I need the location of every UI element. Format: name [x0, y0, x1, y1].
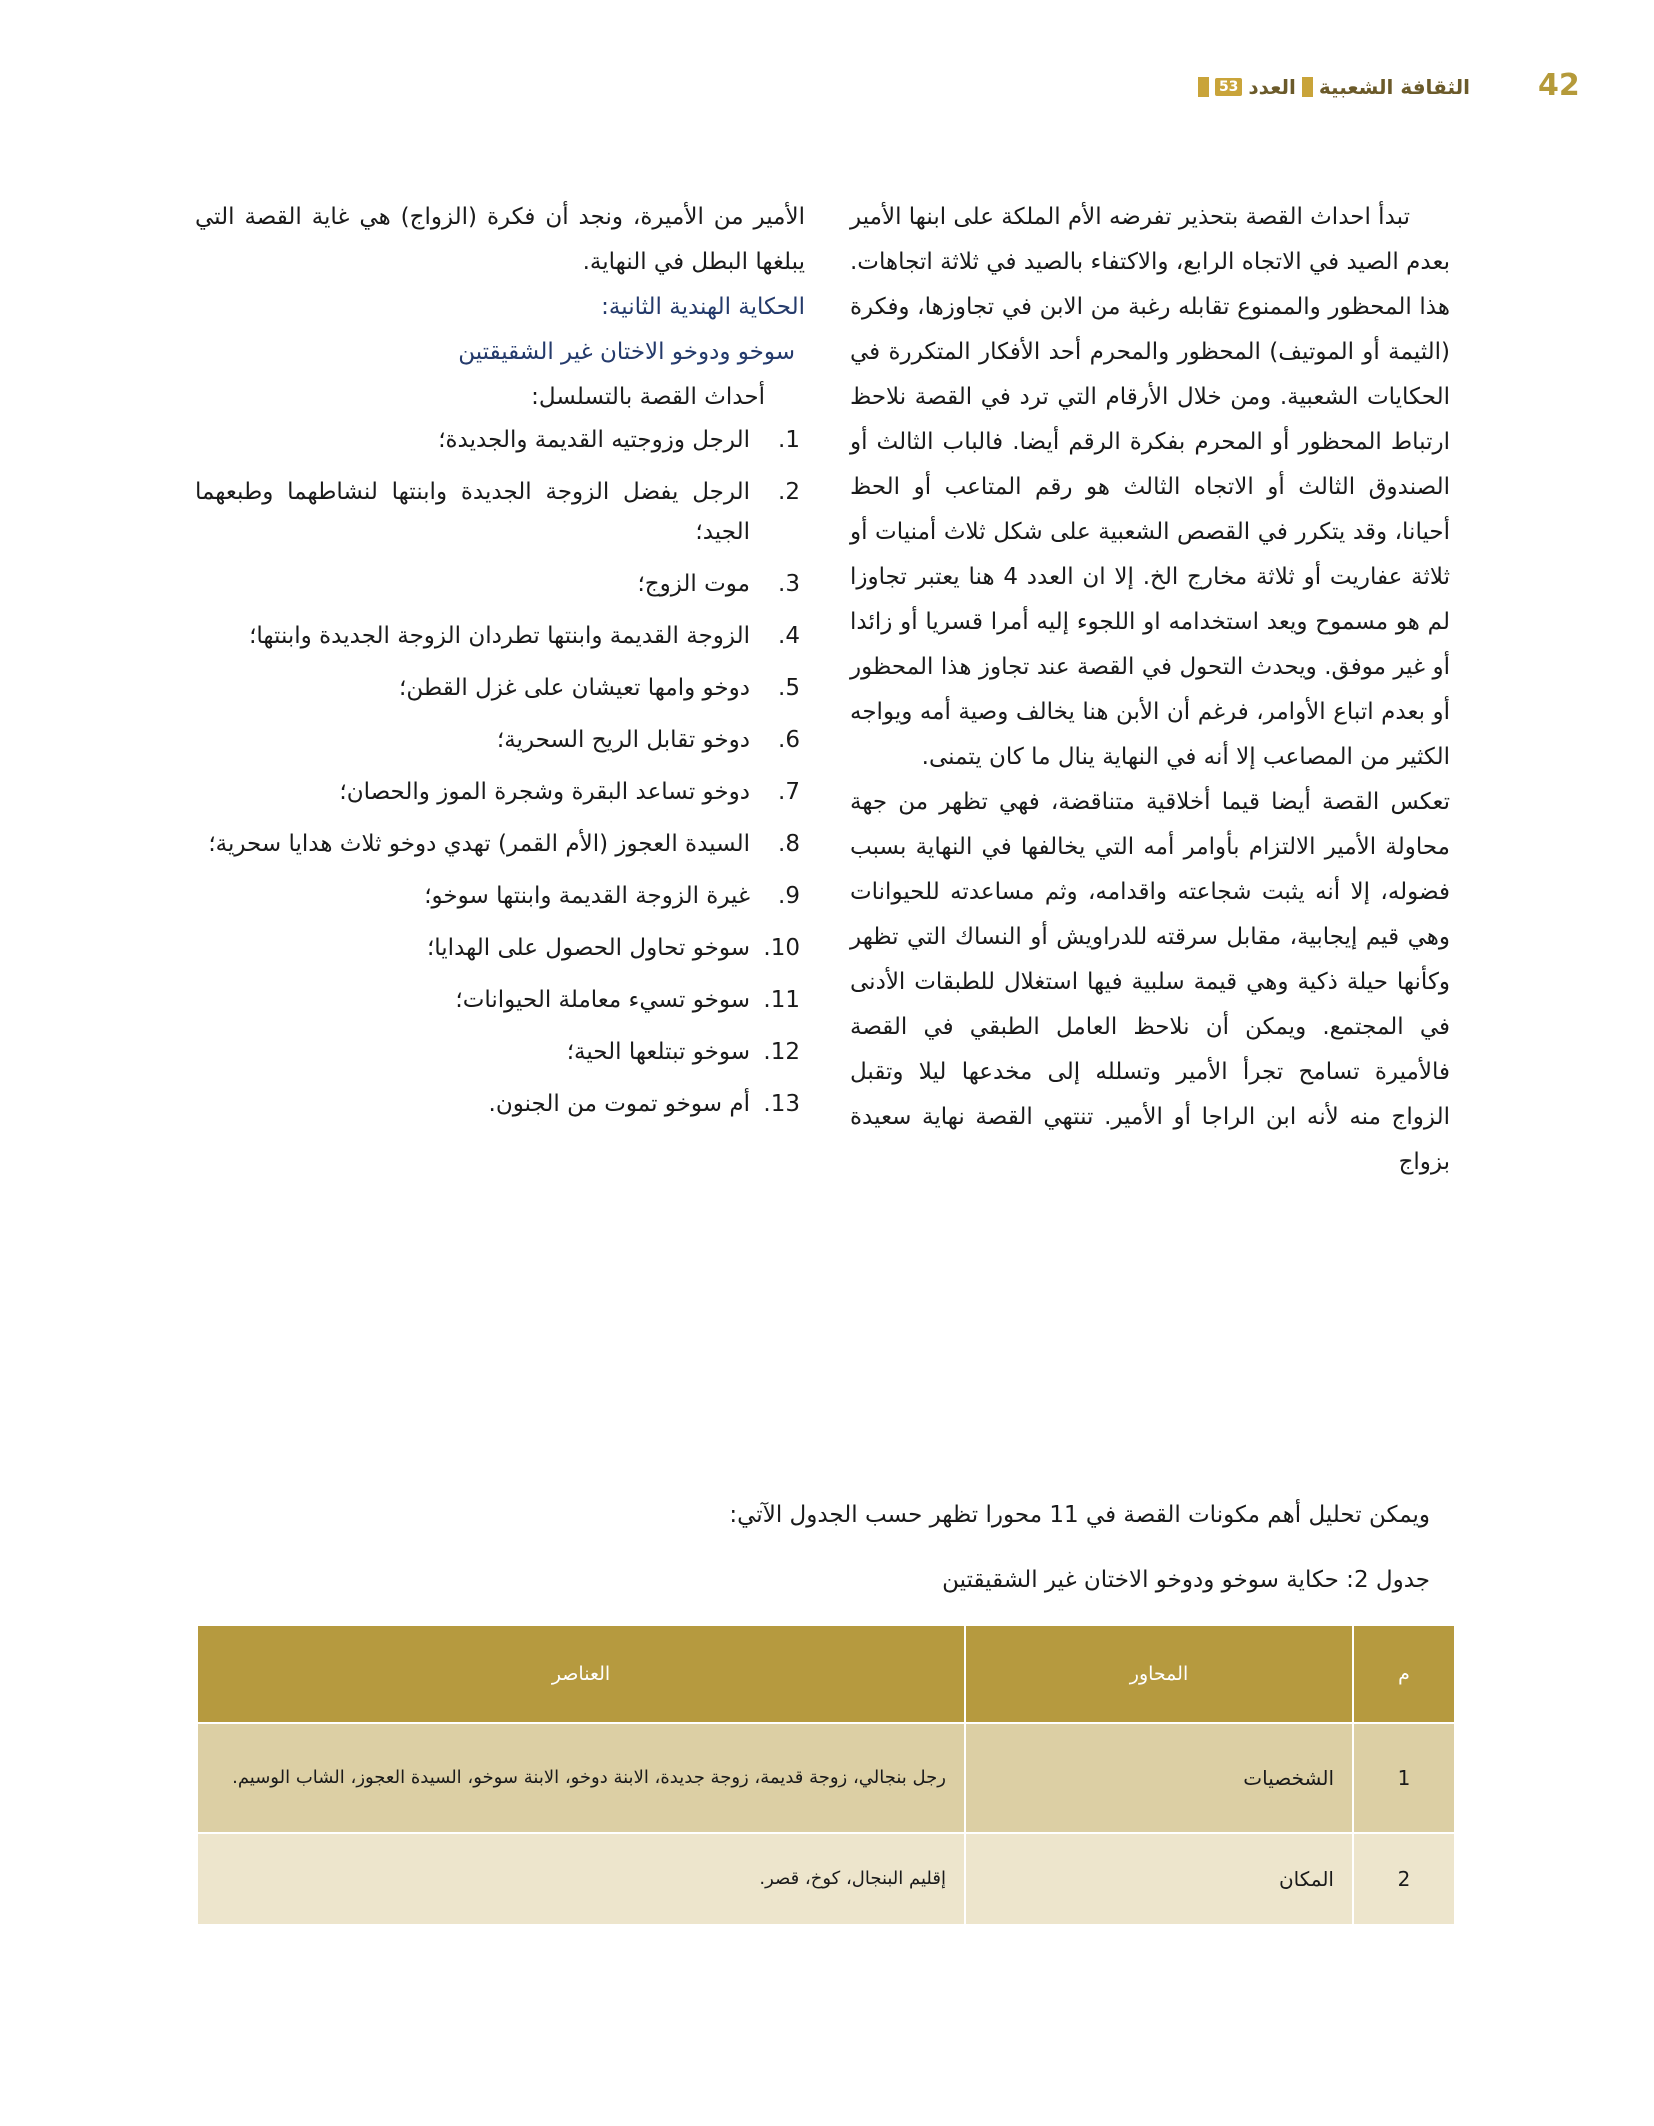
item-text: سوخو تبتلعها الحية؛	[566, 1039, 750, 1065]
table-caption: جدول 2: حكاية سوخو ودوخو الاختان غير الشقيقتين	[942, 1567, 1430, 1593]
item-text: دوخو تساعد البقرة وشجرة الموز والحصان؛	[339, 779, 750, 805]
list-item	[195, 1084, 805, 1124]
item-text: السيدة العجوز (الأم القمر) تهدي دوخو ثلاث هدايا سحرية؛	[208, 831, 750, 857]
item-number: 5.	[778, 675, 800, 701]
cell-number: 1	[1353, 1723, 1454, 1833]
item-text: أم سوخو تموت من الجنون.	[488, 1091, 750, 1117]
item-number: 2.	[778, 479, 800, 505]
list-item	[195, 420, 805, 460]
item-number: 12.	[763, 1039, 800, 1065]
events-list	[195, 420, 805, 1124]
header-cell-axis: المحاور	[965, 1626, 1353, 1723]
item-text: دوخو وامها تعيشان على غزل القطن؛	[399, 675, 750, 701]
item-text: سوخو تسيء معاملة الحيوانات؛	[455, 987, 750, 1013]
cell-axis: المكان	[965, 1833, 1353, 1924]
item-text: موت الزوج؛	[637, 571, 750, 597]
header-cell-elements: العناصر	[198, 1626, 965, 1723]
paragraph: تعكس القصة أيضا قيما أخلاقية متناقضة، فهي تظهر من جهة محاولة الأمير الالتزام بأوامر أمه التي يخالفها في النهاية بسبب فضوله، إلا أنه يثبت شجاعته واقدامه، وثم مساعدته للحيوانات وهي قيم إيجابية، مقابل سرقته للدراويش أو النساك التي تظهر وكأنها حيلة ذكية وهي قيمة سلبية فيها استغلال للطبقات الأدنى في المجتمع. ويمكن أن نلاحظ العامل الطبقي في القصة فالأميرة تسامح تجرأ الأمير وتسلله إلى مخدعها ليلا وتقبل الزواج منه لأنه ابن الراجا أو الأمير. تنتهي القصة نهاية سعيدة بزواج	[850, 789, 1450, 1175]
item-number: 3.	[778, 571, 800, 597]
item-text: سوخو تحاول الحصول على الهدايا؛	[426, 935, 750, 961]
list-item	[195, 824, 805, 864]
events-title: أحداث القصة بالتسلسل:	[531, 384, 765, 410]
item-number: 9.	[778, 883, 800, 909]
running-header	[1170, 72, 1470, 102]
item-number: 10.	[763, 935, 800, 961]
list-item	[195, 1032, 805, 1072]
list-item	[195, 616, 805, 656]
list-item	[195, 980, 805, 1020]
item-number: 7.	[778, 779, 800, 805]
header-cell-number: م	[1353, 1626, 1454, 1723]
list-item	[195, 772, 805, 812]
issue-number: 53	[1215, 78, 1242, 96]
item-number: 6.	[778, 727, 800, 753]
paragraph: تبدأ احداث القصة بتحذير تفرضه الأم الملكة على ابنها الأمير بعدم الصيد في الاتجاه الرابع، والاكتفاء بالصيد في ثلاثة اتجاهات. هذا المحظور والممنوع تقابله رغبة من الابن في تجاوزها، وفكرة (الثيمة أو الموتيف) المحظور والمحرم أحد الأفكار المتكررة في الحكايات الشعبية. ومن خلال الأرقام التي ترد في القصة نلاحظ ارتباط المحظور أو المحرم بفكرة الرقم أيضا. فالباب الثالث أو الصندوق الثالث أو الاتجاه الثالث هو رقم المتاعب أو الحظ أحيانا، وقد يتكرر في القصص الشعبية على شكل ثلاث أمنيات أو ثلاثة عفاريت أو ثلاثة مخارج الخ. إلا ان العدد 4 هنا يعتبر تجاوزا لم هو مسموح ويعد استخدامه او اللجوء إليه أمرا قسريا أو زائدا أو غير موفق. ويحدث التحول في القصة عند تجاوز هذا المحظور أو بعدم اتباع الأوامر، فرغم أن الأبن هنا يخالف وصية أمه ويواجه الكثير من المصاعب إلا أنه في النهاية ينال ما كان يتمنى.	[850, 204, 1450, 770]
cell-elements: رجل بنجالي، زوجة قديمة، زوجة جديدة، الابنة دوخو، الابنة سوخو، السيدة العجوز، الشاب الوسيم.	[198, 1723, 965, 1833]
item-text: الرجل وزوجتيه القديمة والجديدة؛	[438, 427, 750, 453]
list-item	[195, 928, 805, 968]
item-number: 13.	[763, 1091, 800, 1117]
list-item	[195, 876, 805, 916]
item-text: دوخو تقابل الريح السحرية؛	[496, 727, 750, 753]
list-item	[195, 668, 805, 708]
right-column	[850, 195, 1450, 1185]
square-marker-icon	[1198, 77, 1209, 97]
item-number: 4.	[778, 623, 800, 649]
magazine-title: الثقافة الشعبية	[1318, 75, 1470, 99]
intro-paragraph: الأمير من الأميرة، ونجد أن فكرة (الزواج) هي غاية القصة التي يبلغها البطل في النهاية.	[195, 204, 805, 275]
page-number: 42	[1538, 68, 1580, 103]
table-header-row	[198, 1626, 1454, 1723]
analysis-text: ويمكن تحليل أهم مكونات القصة في 11 محورا تظهر حسب الجدول الآتي:	[729, 1502, 1430, 1528]
item-text: الزوجة القديمة وابنتها تطردان الزوجة الجديدة وابنتها؛	[249, 623, 750, 649]
components-table	[198, 1626, 1454, 1924]
cell-elements: إقليم البنجال، كوخ، قصر.	[198, 1833, 965, 1924]
list-item	[195, 720, 805, 760]
item-text: الرجل يفضل الزوجة الجديدة وابنتها لنشاطهما وطبعهما الجيد؛	[195, 479, 750, 545]
left-column	[195, 195, 805, 1136]
item-number: 11.	[763, 987, 800, 1013]
issue-label: العدد	[1248, 75, 1296, 99]
item-number: 8.	[778, 831, 800, 857]
list-item	[195, 472, 805, 552]
item-text: غيرة الزوجة القديمة وابنتها سوخو؛	[424, 883, 750, 909]
cell-axis: الشخصيات	[965, 1723, 1353, 1833]
square-marker-icon	[1302, 77, 1313, 97]
item-number: 1.	[778, 427, 800, 453]
cell-number: 2	[1353, 1833, 1454, 1924]
table-row	[198, 1723, 1454, 1833]
page-header	[1170, 68, 1580, 108]
table-row	[198, 1833, 1454, 1924]
list-item	[195, 564, 805, 604]
section-subheading: الحكاية الهندية الثانية:	[601, 294, 805, 320]
story-title: سوخو ودوخو الاختان غير الشقيقتين	[458, 339, 795, 365]
